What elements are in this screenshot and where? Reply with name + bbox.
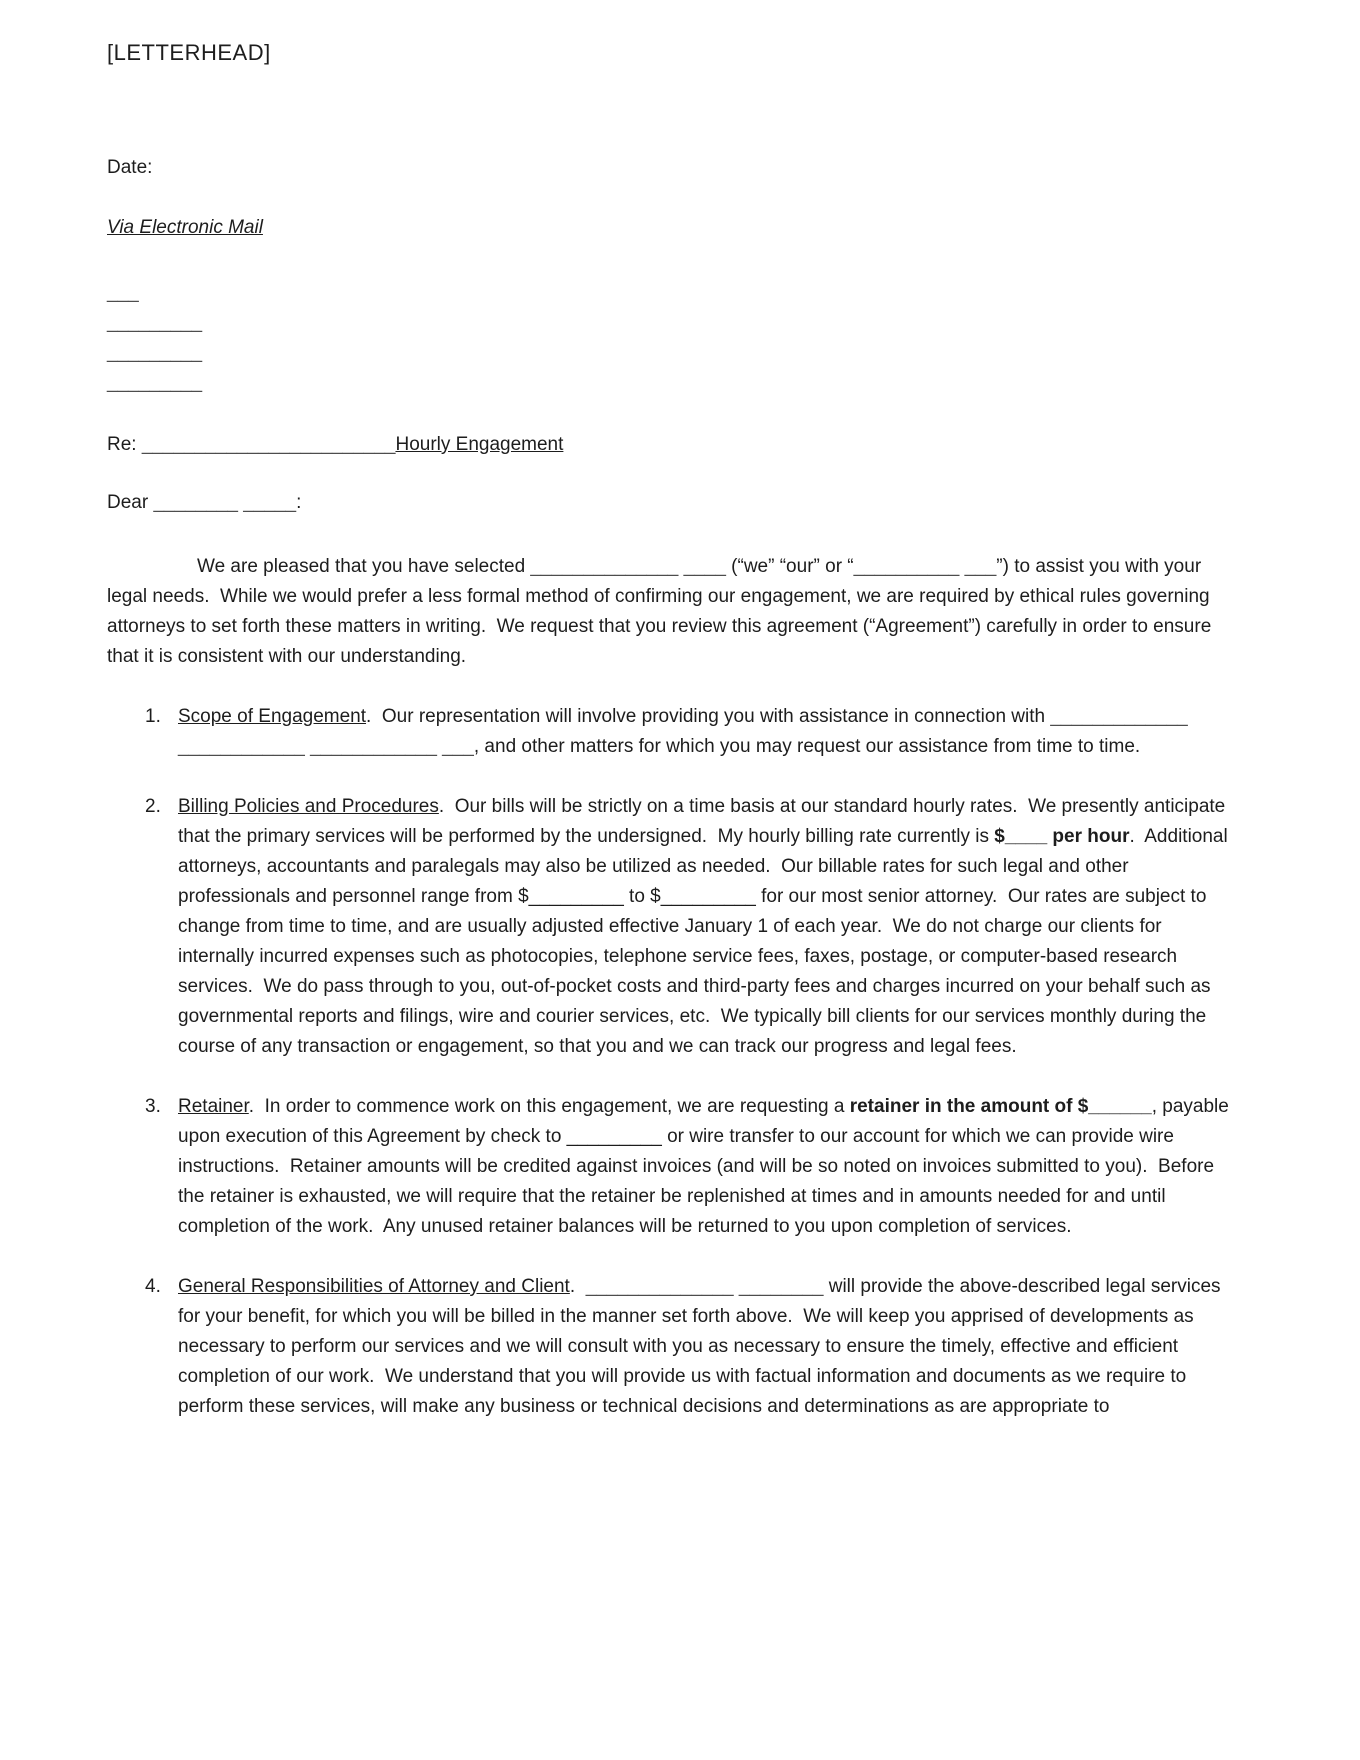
re-label: Re: <box>107 434 142 455</box>
item-number: 1. <box>145 706 161 727</box>
item-title: General Responsibilities of Attorney and Client <box>178 1276 570 1297</box>
item-title: Retainer <box>178 1096 249 1117</box>
item-body <box>178 792 1242 1062</box>
address-blank-line: ___ <box>107 282 139 303</box>
item-number: 4. <box>145 1276 161 1297</box>
delivery-method-line: Via Electronic Mail <box>107 217 263 238</box>
salutation-line <box>107 488 1242 518</box>
text-run: . In order to commence work on this engagement, we are requesting a <box>248 1096 850 1117</box>
salutation-prefix: Dear <box>107 492 154 513</box>
text-run: . Our representation will involve providing you with assistance in connection with <box>366 706 1051 727</box>
text-run: will provide the above-described legal services for your benefit, for which you will be billed in the manner set forth above. We will keep you apprised of developments as necessary to perform our services and we will consult with you as necessary to ensure the timely, effective and efficient completion of our work. We understand that you will provide us with factual information and documents as we require to perform these services, will make any business or technical decisions and determinations as are appropriate to <box>178 1276 1226 1417</box>
text-run: We are pleased that you have selected <box>197 556 531 577</box>
bold-run: $____ per hour <box>994 826 1130 847</box>
address-blank-line: _________ <box>107 312 203 333</box>
item-number: 3. <box>145 1096 161 1117</box>
address-blank-line: _________ <box>107 342 203 363</box>
item-body <box>178 1092 1242 1242</box>
address-blank-line: _________ <box>107 372 203 393</box>
text-run: . <box>569 1276 586 1297</box>
list-item-scope-of-engagement <box>107 702 1242 762</box>
text-run: , and other matters for which you may request our assistance from time to time. <box>473 736 1141 757</box>
intro-paragraph <box>107 552 1242 672</box>
bold-run: retainer in the amount of $______ <box>849 1096 1152 1117</box>
text-run: (“we” “our” or “ <box>725 556 854 577</box>
item-body <box>178 1272 1242 1422</box>
re-subject-line <box>107 430 1242 460</box>
re-blank: ________________________ <box>141 434 396 455</box>
item-number: 2. <box>145 796 161 817</box>
text-run: . Our bills will be strictly on a time basis at our standard hourly rates. We presently anticipate that the primary services will be performed by the undersigned. My hourly billing rate currently is <box>178 796 1231 847</box>
item-title: Scope of Engagement <box>178 706 367 727</box>
item-body <box>178 702 1242 762</box>
list-item-general-responsibilities <box>107 1272 1242 1422</box>
date-label: Date: <box>107 157 153 178</box>
item-title: Billing Policies and Procedures <box>178 796 439 817</box>
text-run: ”) to assist you with your legal needs. While we would prefer a less formal method of confirming our engagement, we are required by ethical rules governing attorneys to set forth these matters in writing. We request that you review this agreement (“Agreement”) carefully in order to ensure that it is consistent with our understanding. <box>107 556 1217 667</box>
salutation-blank: ________ _____ <box>153 492 297 513</box>
list-item-billing-policies <box>107 792 1242 1062</box>
text-run: . Additional attorneys, accountants and paralegals may also be utilized as needed. Our billable rates for such legal and other professionals and personnel range from $_________ to $_________ for our most senior attorney. Our rates are subject to change from time to time, and are usually adjusted effective January 1 of each year. We do not charge our clients for internally incurred expenses such as photocopies, telephone service fees, faxes, postage, or computer-based research services. We do pass through to you, out-of-pocket costs and third-party fees and charges incurred on your behalf such as governmental reports and filings, wire and courier services, etc. We typically bill clients for our services monthly during the course of any transaction or engagement, so that you and we can track our progress and legal fees. <box>178 826 1233 1057</box>
fill-in-blank: ______________ ________ <box>585 1276 824 1297</box>
text-run: , payable upon execution of this Agreement by check to _________ or wire transfer to our account for which we can provide wire instructions. Retainer amounts will be credited against invoices (and will be so noted on invoices submitted to you). Before the retainer is exhausted, we will require that the retainer be replenished at times and in amounts needed for and until completion of the work. Any unused retainer balances will be returned to you upon completion of services. <box>178 1096 1235 1237</box>
fill-in-blank: _____________ ____________ ____________ ___ <box>178 706 1194 757</box>
letterhead-placeholder: [LETTERHEAD] <box>107 40 271 65</box>
fill-in-blank: __________ ___ <box>853 556 997 577</box>
re-subject: Hourly Engagement <box>395 434 564 455</box>
fill-in-blank: ______________ ____ <box>530 556 726 577</box>
list-item-retainer <box>107 1092 1242 1242</box>
salutation-colon: : <box>296 492 302 513</box>
